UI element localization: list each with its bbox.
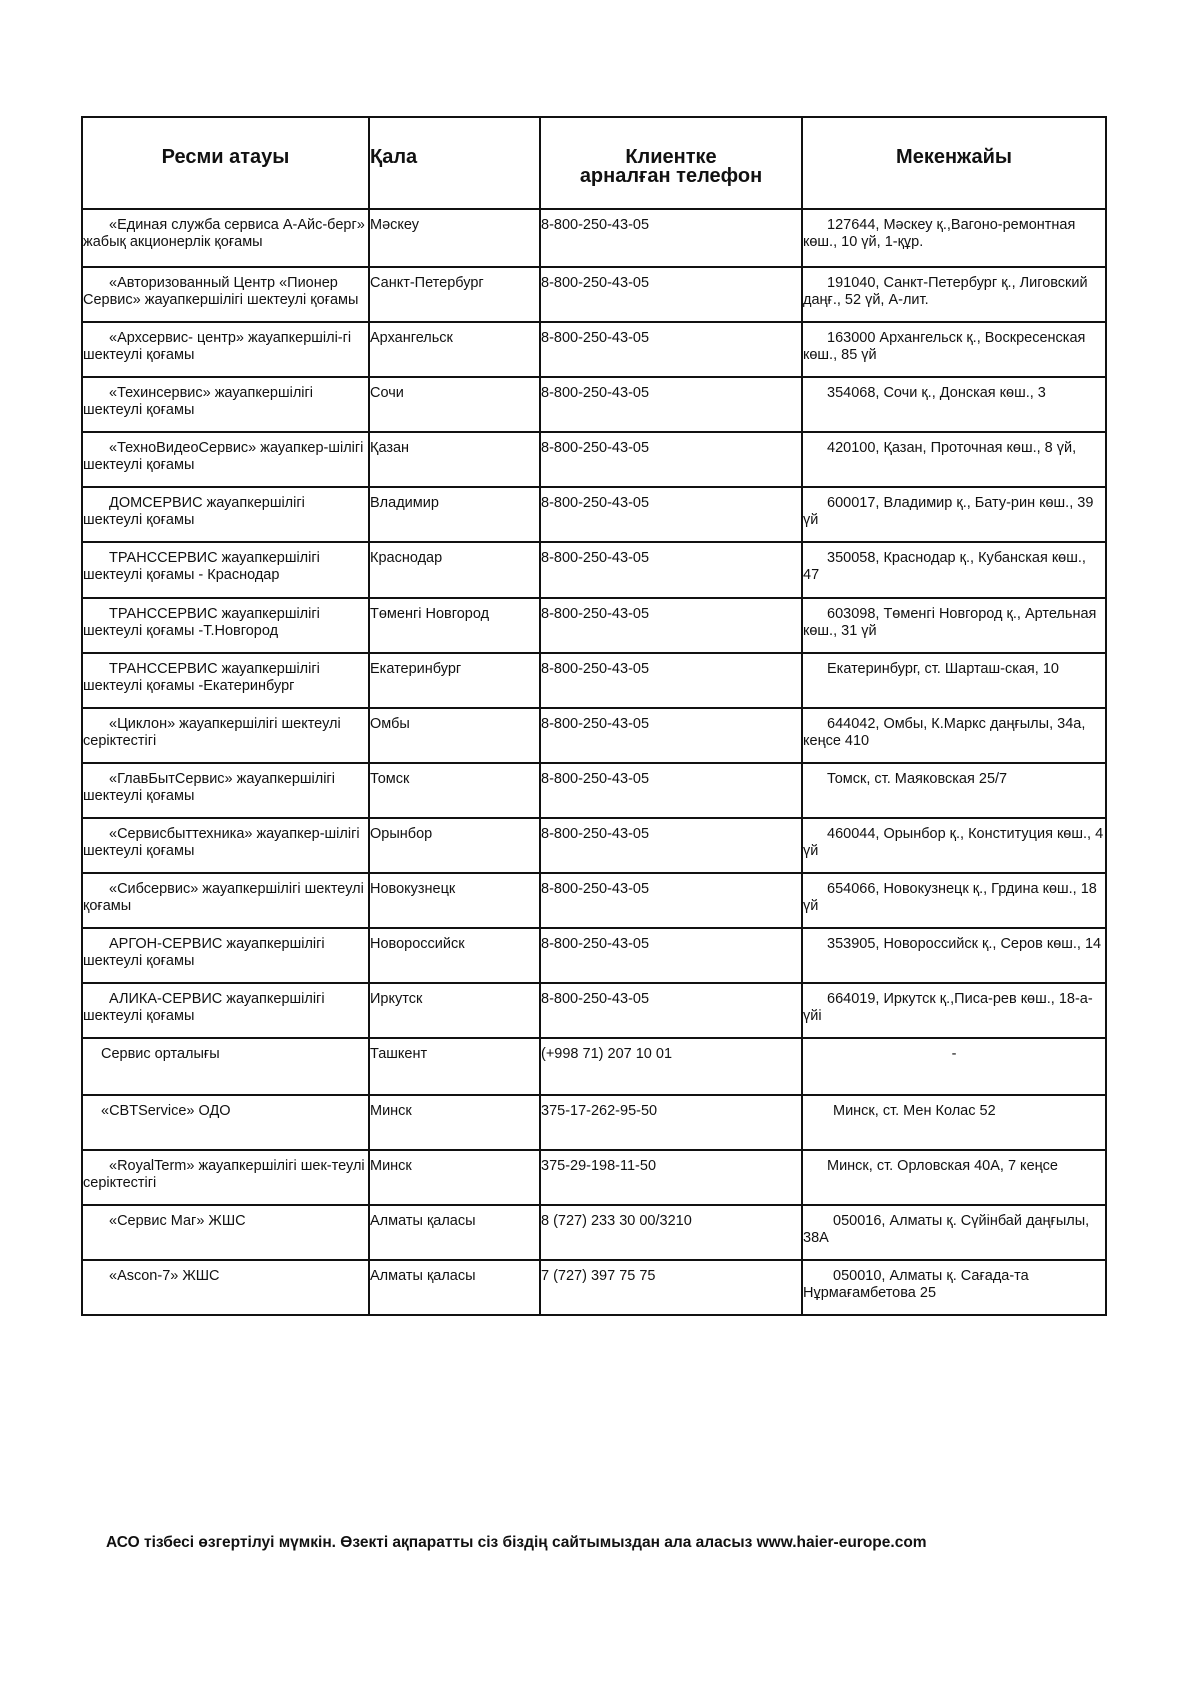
- cell-city: Краснодар: [369, 542, 540, 598]
- cell-official-name: АРГОН-СЕРВИС жауапкершілігі шектеулі қоғамы: [82, 928, 369, 983]
- table-row: [82, 209, 1106, 267]
- cell-official-name: ТРАНССЕРВИС жауапкершілігі шектеулі қоғамы -Т.Новгород: [82, 598, 369, 653]
- cell-phone: 8-800-250-43-05: [540, 542, 802, 598]
- cell-address: 644042, Омбы, К.Маркс даңғылы, 34а, кеңсе 410: [802, 708, 1106, 763]
- cell-city: Мәскеу: [369, 209, 540, 267]
- footer-note: АСО тізбесі өзгертілуі мүмкін. Өзекті ақпаратты сіз біздің сайтымыздан ала аласыз www.haier-europe.com: [106, 1534, 927, 1551]
- cell-phone: 8-800-250-43-05: [540, 267, 802, 322]
- cell-official-name: АЛИКА-СЕРВИС жауапкершілігі шектеулі қоғамы: [82, 983, 369, 1038]
- cell-city: Алматы қаласы: [369, 1260, 540, 1315]
- cell-city: Иркутск: [369, 983, 540, 1038]
- cell-official-name: «Сервисбыттехника» жауапкер-шілігі шектеулі қоғамы: [82, 818, 369, 873]
- header-address: Мекенжайы: [802, 117, 1106, 209]
- cell-phone: 8-800-250-43-05: [540, 708, 802, 763]
- cell-phone: 8-800-250-43-05: [540, 983, 802, 1038]
- cell-address: 420100, Қазан, Проточная көш., 8 үй,: [802, 432, 1106, 487]
- cell-official-name: «Техинсервис» жауапкершілігі шектеулі қоғамы: [82, 377, 369, 432]
- table-row: [82, 983, 1106, 1038]
- cell-city: Новокузнецк: [369, 873, 540, 928]
- cell-address: 350058, Краснодар қ., Кубанская көш., 47: [802, 542, 1106, 598]
- table-row: [82, 377, 1106, 432]
- cell-address: Томск, ст. Маяковская 25/7: [802, 763, 1106, 818]
- cell-phone: 8-800-250-43-05: [540, 487, 802, 542]
- table-row: [82, 873, 1106, 928]
- cell-address: 353905, Новороссийск қ., Серов көш., 14: [802, 928, 1106, 983]
- cell-phone: 375-17-262-95-50: [540, 1095, 802, 1150]
- cell-city: Сочи: [369, 377, 540, 432]
- cell-city: Ташкент: [369, 1038, 540, 1095]
- table-row: [82, 322, 1106, 377]
- cell-city: Архангельск: [369, 322, 540, 377]
- cell-address: Минск, ст. Мен Колас 52: [802, 1095, 1106, 1150]
- header-phone-line1: Клиентке: [625, 146, 717, 168]
- cell-official-name: «CBTService» ОДО: [82, 1095, 369, 1150]
- cell-address: 050016, Алматы қ. Сүйінбай даңғылы, 38А: [802, 1205, 1106, 1260]
- cell-address: -: [802, 1038, 1106, 1095]
- header-phone-line2: арналған телефон: [579, 165, 763, 187]
- cell-phone: 8-800-250-43-05: [540, 653, 802, 708]
- table-row: [82, 708, 1106, 763]
- cell-official-name: ДОМСЕРВИС жауапкершілігі шектеулі қоғамы: [82, 487, 369, 542]
- cell-city: Орынбор: [369, 818, 540, 873]
- table-row: [82, 928, 1106, 983]
- table-row: [82, 653, 1106, 708]
- table-row: [82, 763, 1106, 818]
- table-row: [82, 487, 1106, 542]
- cell-phone: 8 (727) 233 30 00/3210: [540, 1205, 802, 1260]
- cell-phone: 8-800-250-43-05: [540, 432, 802, 487]
- cell-phone: 8-800-250-43-05: [540, 763, 802, 818]
- cell-phone: 8-800-250-43-05: [540, 928, 802, 983]
- cell-city: Владимир: [369, 487, 540, 542]
- cell-official-name: «Циклон» жауапкершілігі шектеулі серіктестігі: [82, 708, 369, 763]
- cell-address: 654066, Новокузнецк қ., Грдина көш., 18 үй: [802, 873, 1106, 928]
- cell-address: 050010, Алматы қ. Сағада-та Нұрмағамбетова 25: [802, 1260, 1106, 1315]
- service-centers-table: [81, 116, 1107, 1316]
- table-row: [82, 598, 1106, 653]
- cell-official-name: «RoyalTerm» жауапкершілігі шек-теулі серіктестігі: [82, 1150, 369, 1205]
- cell-phone: 8-800-250-43-05: [540, 322, 802, 377]
- table-row: [82, 1150, 1106, 1205]
- cell-official-name: «Единая служба сервиса А-Айс-берг» жабық акционерлік қоғамы: [82, 209, 369, 267]
- table-row: [82, 267, 1106, 322]
- cell-official-name: «Сервис Маг» ЖШС: [82, 1205, 369, 1260]
- cell-city: Минск: [369, 1095, 540, 1150]
- cell-address: 600017, Владимир қ., Бату-рин көш., 39 үй: [802, 487, 1106, 542]
- cell-phone: (+998 71) 207 10 01: [540, 1038, 802, 1095]
- cell-address: 127644, Мәскеу қ.,Вагоно-ремонтная көш., 10 үй, 1-құр.: [802, 209, 1106, 267]
- cell-address: 460044, Орынбор қ., Конституция көш., 4 үй: [802, 818, 1106, 873]
- cell-official-name: Сервис орталығы: [82, 1038, 369, 1095]
- header-official-name: Ресми атауы: [82, 117, 369, 209]
- table-header-row: [82, 117, 1106, 209]
- cell-phone: 8-800-250-43-05: [540, 818, 802, 873]
- cell-phone: 8-800-250-43-05: [540, 873, 802, 928]
- table-row: [82, 1260, 1106, 1315]
- cell-official-name: ТРАНССЕРВИС жауапкершілігі шектеулі қоғамы - Краснодар: [82, 542, 369, 598]
- cell-phone: 8-800-250-43-05: [540, 209, 802, 267]
- table-row: [82, 1038, 1106, 1095]
- cell-address: 603098, Төменгі Новгород қ., Артельная көш., 31 үй: [802, 598, 1106, 653]
- table-row: [82, 1095, 1106, 1150]
- cell-official-name: «Сибсервис» жауапкершілігі шектеулі қоғамы: [82, 873, 369, 928]
- cell-city: Омбы: [369, 708, 540, 763]
- cell-city: Алматы қаласы: [369, 1205, 540, 1260]
- cell-city: Новороссийск: [369, 928, 540, 983]
- cell-address: 191040, Санкт-Петербург қ., Лиговский даңғ., 52 үй, А-лит.: [802, 267, 1106, 322]
- cell-city: Төменгі Новгород: [369, 598, 540, 653]
- header-phone: [540, 117, 802, 209]
- cell-city: Томск: [369, 763, 540, 818]
- cell-phone: 7 (727) 397 75 75: [540, 1260, 802, 1315]
- cell-address: Екатеринбург, ст. Шарташ-ская, 10: [802, 653, 1106, 708]
- cell-address: 664019, Иркутск қ.,Писа-рев көш., 18-а-үйі: [802, 983, 1106, 1038]
- cell-address: 163000 Архангельск қ., Воскресенская көш., 85 үй: [802, 322, 1106, 377]
- cell-official-name: «ТехноВидеоСервис» жауапкер-шілігі шектеулі қоғамы: [82, 432, 369, 487]
- cell-address: 354068, Сочи қ., Донская көш., 3: [802, 377, 1106, 432]
- cell-official-name: «ГлавБытСервис» жауапкершілігі шектеулі қоғамы: [82, 763, 369, 818]
- cell-official-name: ТРАНССЕРВИС жауапкершілігі шектеулі қоғамы -Екатеринбург: [82, 653, 369, 708]
- cell-city: Санкт-Петербург: [369, 267, 540, 322]
- cell-phone: 375-29-198-11-50: [540, 1150, 802, 1205]
- cell-phone: 8-800-250-43-05: [540, 377, 802, 432]
- cell-official-name: «Архсервис- центр» жауапкершілі-гі шектеулі қоғамы: [82, 322, 369, 377]
- table-row: [82, 818, 1106, 873]
- table-row: [82, 432, 1106, 487]
- table-row: [82, 542, 1106, 598]
- cell-city: Екатеринбург: [369, 653, 540, 708]
- cell-address: Минск, ст. Орловская 40А, 7 кеңсе: [802, 1150, 1106, 1205]
- header-city: Қала: [369, 117, 540, 209]
- cell-official-name: «Авторизованный Центр «Пионер Сервис» жауапкершілігі шектеулі қоғамы: [82, 267, 369, 322]
- cell-official-name: «Ascon-7» ЖШС: [82, 1260, 369, 1315]
- cell-city: Минск: [369, 1150, 540, 1205]
- cell-phone: 8-800-250-43-05: [540, 598, 802, 653]
- cell-city: Қазан: [369, 432, 540, 487]
- table-row: [82, 1205, 1106, 1260]
